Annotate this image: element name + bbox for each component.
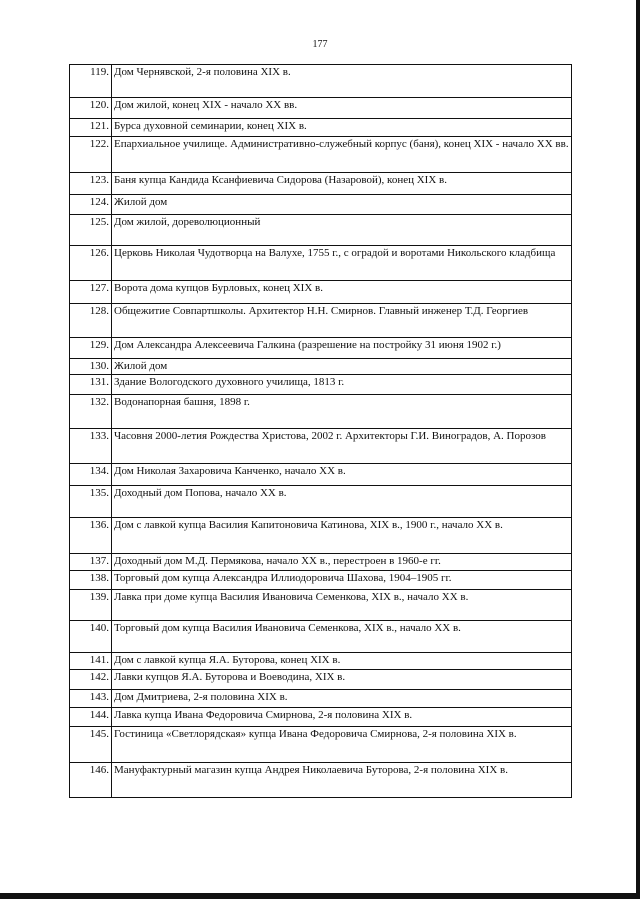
- row-description: Дом с лавкой купца Я.А. Буторова, конец XIX в.: [112, 653, 572, 670]
- row-description: Дом Дмитриева, 2-я половина XIX в.: [112, 690, 572, 708]
- table-row: [70, 486, 572, 518]
- table-row: [70, 137, 572, 173]
- row-number: 120.: [70, 98, 112, 119]
- row-description: Дом Чернявской, 2-я половина XIX в.: [112, 65, 572, 98]
- row-description: Дом жилой, дореволюционный: [112, 215, 572, 246]
- table-row: [70, 98, 572, 119]
- row-number: 133.: [70, 429, 112, 464]
- row-description: Церковь Николая Чудотворца на Валухе, 1755 г., с оградой и воротами Никольского кладбища: [112, 246, 572, 281]
- table-row: [70, 763, 572, 798]
- row-number: 142.: [70, 670, 112, 690]
- row-description: Торговый дом купца Александра Иллиодоровича Шахова, 1904–1905 гг.: [112, 571, 572, 590]
- table-row: [70, 375, 572, 395]
- table-row: [70, 727, 572, 763]
- row-description: Торговый дом купца Василия Ивановича Семенкова, XIX в., начало XX в.: [112, 621, 572, 653]
- row-number: 145.: [70, 727, 112, 763]
- row-description: Дом жилой, конец XIX - начало XX вв.: [112, 98, 572, 119]
- table-row: [70, 304, 572, 338]
- row-description: Мануфактурный магазин купца Андрея Николаевича Буторова, 2-я половина XIX в.: [112, 763, 572, 798]
- row-description: Епархиальное училище. Административно-служебный корпус (баня), конец XIX - начало XX вв.: [112, 137, 572, 173]
- row-number: 135.: [70, 486, 112, 518]
- table-row: [70, 429, 572, 464]
- table-row: [70, 554, 572, 571]
- table-row: [70, 518, 572, 554]
- row-description: Дом Николая Захаровича Канченко, начало XX в.: [112, 464, 572, 486]
- row-description: Ворота дома купцов Бурловых, конец XIX в.: [112, 281, 572, 304]
- row-number: 123.: [70, 173, 112, 195]
- table-row: [70, 690, 572, 708]
- row-number: 121.: [70, 119, 112, 137]
- row-number: 141.: [70, 653, 112, 670]
- scan-edge-right: [636, 0, 640, 899]
- scan-edge-bottom: [0, 893, 640, 899]
- row-number: 139.: [70, 590, 112, 621]
- table-row: [70, 464, 572, 486]
- table-row: [70, 65, 572, 98]
- row-description: Здание Вологодского духовного училища, 1813 г.: [112, 375, 572, 395]
- row-number: 136.: [70, 518, 112, 554]
- table-row: [70, 246, 572, 281]
- row-description: Доходный дом Попова, начало XX в.: [112, 486, 572, 518]
- row-number: 140.: [70, 621, 112, 653]
- table-row: [70, 215, 572, 246]
- row-number: 124.: [70, 195, 112, 215]
- table-row: [70, 590, 572, 621]
- row-number: 127.: [70, 281, 112, 304]
- row-description: Жилой дом: [112, 195, 572, 215]
- row-description: Бурса духовной семинарии, конец XIX в.: [112, 119, 572, 137]
- row-description: Лавка при доме купца Василия Ивановича Семенкова, XIX в., начало XX в.: [112, 590, 572, 621]
- table-row: [70, 621, 572, 653]
- row-number: 138.: [70, 571, 112, 590]
- row-number: 131.: [70, 375, 112, 395]
- row-number: 134.: [70, 464, 112, 486]
- table-row: [70, 670, 572, 690]
- heritage-registry-table: [69, 64, 572, 798]
- row-number: 146.: [70, 763, 112, 798]
- row-number: 122.: [70, 137, 112, 173]
- row-description: Лавка купца Ивана Федоровича Смирнова, 2-я половина XIX в.: [112, 708, 572, 727]
- row-description: Дом с лавкой купца Василия Капитоновича Катинова, XIX в., 1900 г., начало XX в.: [112, 518, 572, 554]
- row-description: Баня купца Кандида Ксанфиевича Сидорова (Назаровой), конец XIX в.: [112, 173, 572, 195]
- row-number: 126.: [70, 246, 112, 281]
- row-description: Жилой дом: [112, 359, 572, 375]
- row-description: Общежитие Совпартшколы. Архитектор Н.Н. Смирнов. Главный инженер Т.Д. Георгиев: [112, 304, 572, 338]
- row-description: Лавки купцов Я.А. Буторова и Воеводина, XIX в.: [112, 670, 572, 690]
- row-number: 119.: [70, 65, 112, 98]
- row-number: 132.: [70, 395, 112, 429]
- row-description: Водонапорная башня, 1898 г.: [112, 395, 572, 429]
- table-row: [70, 338, 572, 359]
- row-number: 129.: [70, 338, 112, 359]
- row-description: Часовня 2000-летия Рождества Христова, 2002 г. Архитекторы Г.И. Виноградов, А. Порозов: [112, 429, 572, 464]
- row-description: Дом Александра Алексеевича Галкина (разрешение на постройку 31 июня 1902 г.): [112, 338, 572, 359]
- row-number: 144.: [70, 708, 112, 727]
- row-number: 128.: [70, 304, 112, 338]
- table-row: [70, 119, 572, 137]
- table-row: [70, 359, 572, 375]
- table-row: [70, 571, 572, 590]
- row-number: 143.: [70, 690, 112, 708]
- table-row: [70, 708, 572, 727]
- table-row: [70, 281, 572, 304]
- table-row: [70, 173, 572, 195]
- table-row: [70, 395, 572, 429]
- row-number: 125.: [70, 215, 112, 246]
- row-number: 137.: [70, 554, 112, 571]
- row-description: Гостиница «Светлорядская» купца Ивана Федоровича Смирнова, 2-я половина XIX в.: [112, 727, 572, 763]
- row-number: 130.: [70, 359, 112, 375]
- table-row: [70, 653, 572, 670]
- table-row: [70, 195, 572, 215]
- row-description: Доходный дом М.Д. Пермякова, начало XX в., перестроен в 1960-е гг.: [112, 554, 572, 571]
- page-number: 177: [312, 39, 328, 50]
